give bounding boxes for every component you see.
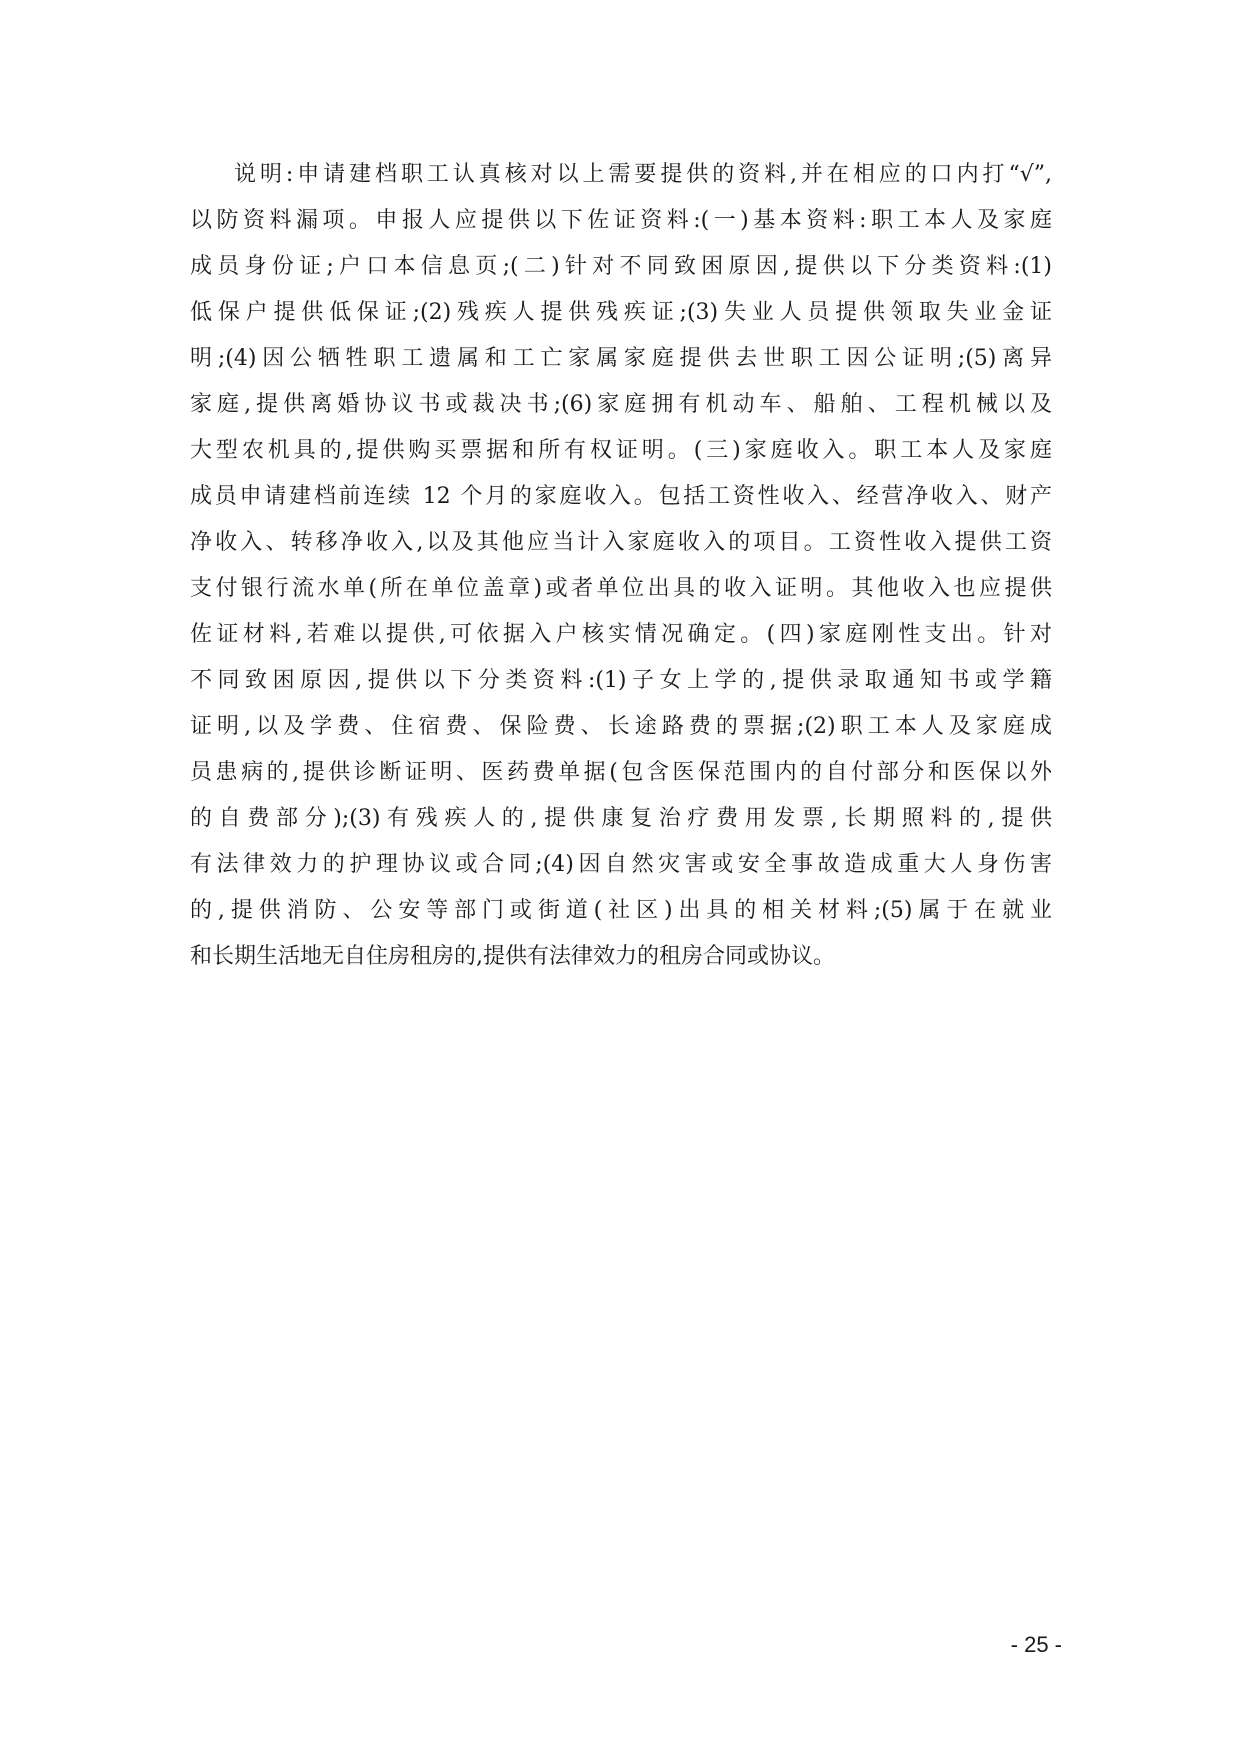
page-number: - 25 - (1010, 1632, 1062, 1657)
paragraph-line: 证明,以及学费、住宿费、保险费、长途路费的票据;(2)职工本人及家庭成 (190, 714, 1052, 739)
paragraph-line: 说明:申请建档职工认真核对以上需要提供的资料,并在相应的口内打“√”, (234, 162, 1052, 187)
paragraph-line: 不同致困原因,提供以下分类资料:(1)子女上学的,提供录取通知书或学籍 (190, 668, 1052, 693)
paragraph-line: 明;(4)因公牺牲职工遗属和工亡家属家庭提供去世职工因公证明;(5)离异 (190, 346, 1052, 371)
paragraph-line: 成员身份证;户口本信息页;(二)针对不同致困原因,提供以下分类资料:(1) (190, 254, 1052, 279)
paragraph-line: 大型农机具的,提供购买票据和所有权证明。(三)家庭收入。职工本人及家庭 (190, 438, 1052, 463)
paragraph-line: 和长期生活地无自住房租房的,提供有法律效力的租房合同或协议。 (190, 944, 835, 969)
paragraph-line: 家庭,提供离婚协议书或裁决书;(6)家庭拥有机动车、船舶、工程机械以及 (190, 392, 1052, 417)
paragraph-line: 低保户提供低保证;(2)残疾人提供残疾证;(3)失业人员提供领取失业金证 (190, 300, 1052, 325)
paragraph-line: 有法律效力的护理协议或合同;(4)因自然灾害或安全事故造成重大人身伤害 (190, 852, 1052, 877)
explanation-paragraph (190, 152, 1052, 980)
paragraph-line: 净收入、转移净收入,以及其他应当计入家庭收入的项目。工资性收入提供工资 (190, 530, 1052, 555)
paragraph-line: 的自费部分);(3)有残疾人的,提供康复治疗费用发票,长期照料的,提供 (190, 806, 1052, 831)
paragraph-line: 成员申请建档前连续 12 个月的家庭收入。包括工资性收入、经营净收入、财产 (190, 484, 1052, 509)
paragraph-line: 支付银行流水单(所在单位盖章)或者单位出具的收入证明。其他收入也应提供 (190, 576, 1052, 601)
paragraph-line: 佐证材料,若难以提供,可依据入户核实情况确定。(四)家庭刚性支出。针对 (190, 622, 1052, 647)
paragraph-line: 以防资料漏项。申报人应提供以下佐证资料:(一)基本资料:职工本人及家庭 (190, 208, 1052, 233)
paragraph-line: 员患病的,提供诊断证明、医药费单据(包含医保范围内的自付部分和医保以外 (190, 760, 1052, 785)
paragraph-line: 的,提供消防、公安等部门或街道(社区)出具的相关材料;(5)属于在就业 (190, 898, 1052, 923)
